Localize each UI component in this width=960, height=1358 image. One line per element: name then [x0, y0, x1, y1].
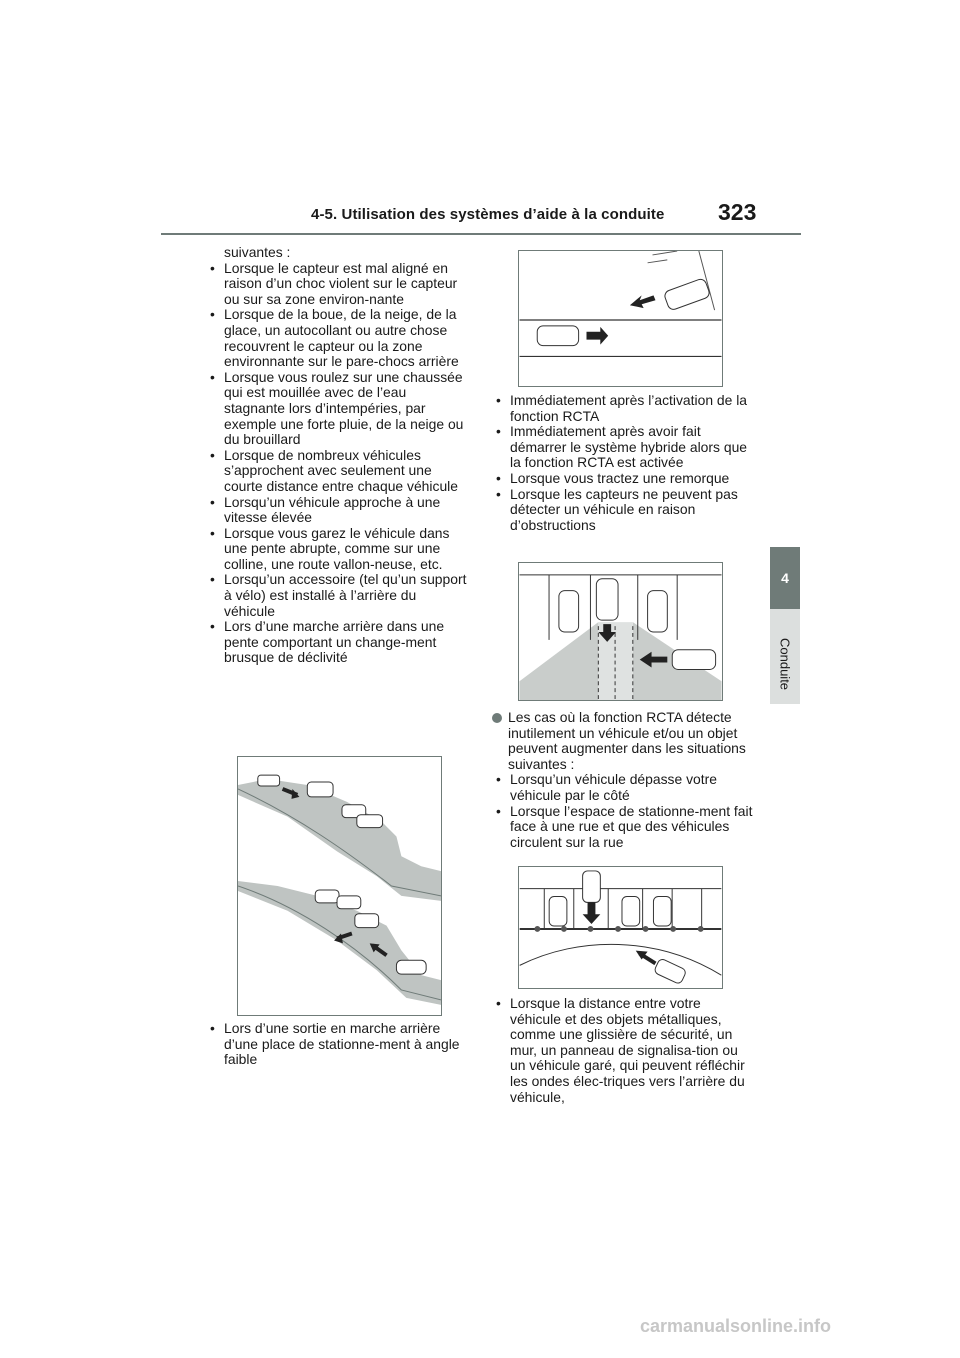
section-title: 4-5. Utilisation des systèmes d’aide à la conduite [311, 206, 665, 223]
page-number: 323 [718, 199, 757, 225]
list-item: • Lorsqu’un véhicule approche à une vitesse élevée [206, 495, 468, 526]
header-rule [161, 233, 801, 235]
list-item: • Lorsque vous tractez une remorque [492, 471, 754, 487]
list-item: • Lorsque l’espace de stationne-ment fait face à une rue et que des véhicules circulent sur la rue [492, 804, 754, 851]
list-item: • Lorsque vous roulez sur une chaussée qui est mouillée avec de l’eau stagnante lors d’intempéries, par exemple une forte pluie, de la neige ou du brouillard [206, 370, 468, 448]
circle-bullet-item [492, 710, 754, 772]
watermark: carmanualsonline.info [640, 1316, 832, 1336]
slope-illustration-svg [238, 757, 441, 1015]
list-item: • Lorsqu’un véhicule dépasse votre véhicule par le côté [492, 772, 754, 803]
list-item: • Lorsque les capteurs ne peuvent pas détecter un véhicule en raison d’obstructions [492, 487, 754, 534]
list-item: • Lorsque de nombreux véhicules s’approchent avec seulement une courte distance entre chaque véhicule [206, 448, 468, 495]
continuation-text: suivantes : [224, 244, 291, 260]
chapter-tab[interactable] [770, 547, 800, 609]
angled-parking-svg [519, 251, 722, 386]
street-parking-svg [519, 867, 722, 988]
list-item: • Lors d’une marche arrière dans une pente comportant un change-ment brusque de déclivité [206, 619, 468, 666]
angled-parking-illustration [518, 250, 723, 387]
list-item: • Lorsque de la boue, de la neige, de la glace, un autocollant ou autre chose recouvrent le capteur ou la zone environnante sur le pare-chocs arrière [206, 307, 468, 369]
left-column-after-figure [206, 1021, 468, 1068]
list-item: • Immédiatement après l’activation de la fonction RCTA [492, 393, 754, 424]
circle-bullet-icon [492, 713, 502, 723]
list-item: • Lorsque la distance entre votre véhicule et des objets métalliques, comme une glissière de sécurité, un mur, un panneau de signalisa-tion ou un véhicule garé, qui peuvent réfléchir les ondes élec-triques vers l’arrière du véhicule, [492, 996, 754, 1105]
slope-illustration [237, 756, 442, 1016]
left-column [206, 245, 468, 666]
right-column-bullets-3 [492, 996, 754, 1105]
street-parking-illustration [518, 866, 723, 989]
right-column-bullets-1 [492, 393, 754, 533]
chapter-number: 4 [781, 570, 789, 586]
list-item: • Lorsqu’un accessoire (tel qu’un support à vélo) est installé à l’arrière du véhicule [206, 572, 468, 619]
list-item: • Immédiatement après avoir fait démarrer le système hybride alors que la fonction RCTA est activée [492, 424, 754, 471]
chapter-label: Conduite [777, 638, 793, 691]
right-column-circle-section [492, 710, 754, 850]
obstruction-svg [519, 563, 722, 700]
circle-bullet-text: Les cas où la fonction RCTA détecte inutilement un véhicule et/ou un objet peuvent augmenter dans les situations suivantes : [508, 709, 746, 772]
obstruction-illustration [518, 562, 723, 701]
list-item: • Lorsque vous garez le véhicule dans une pente abrupte, comme sur une colline, une route vallon-neuse, etc. [206, 526, 468, 573]
list-item: • Lors d’une sortie en marche arrière d’une place de stationne-ment à angle faible [206, 1021, 468, 1068]
list-item: • Lorsque le capteur est mal aligné en raison d’un choc violent sur le capteur ou sur sa zone environ-nante [206, 261, 468, 308]
